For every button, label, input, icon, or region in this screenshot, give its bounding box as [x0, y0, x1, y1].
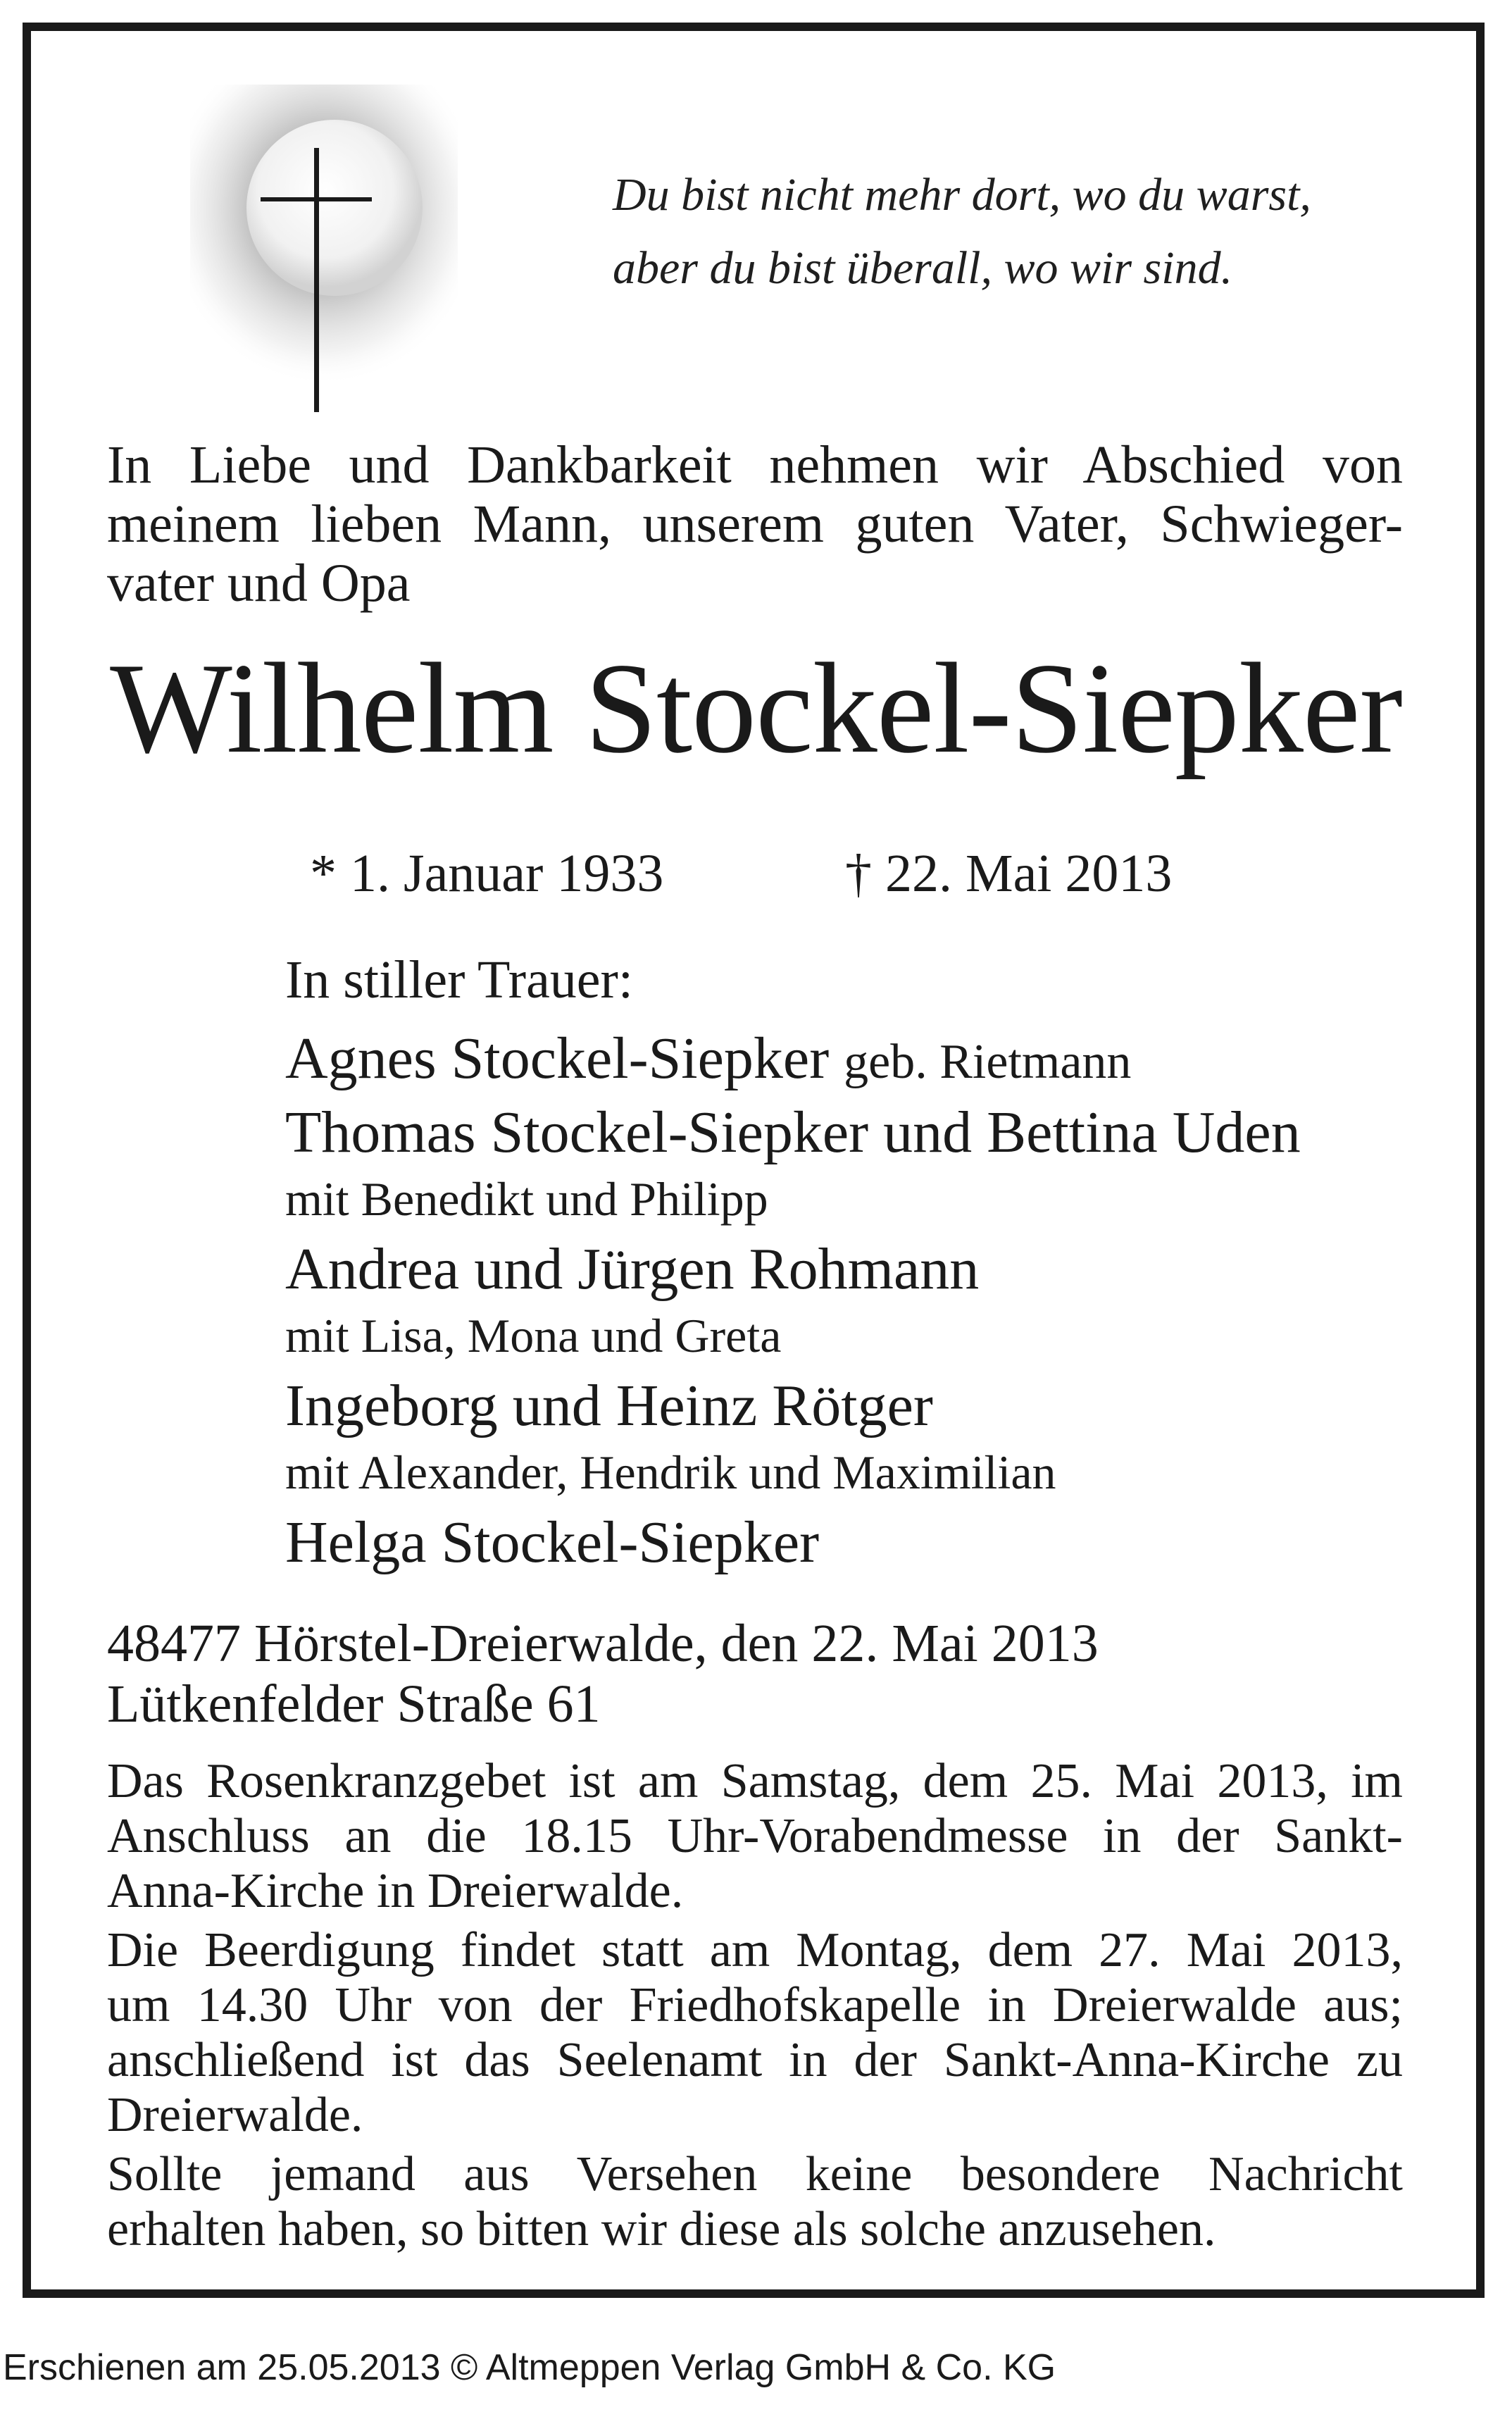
- mourner-children: mit Alexander, Hendrik und Maximilian: [285, 1446, 1056, 1499]
- publication-credit: Erschienen am 25.05.2013 © Altmeppen Verlag GmbH & Co. KG: [3, 2347, 1056, 2388]
- info-line: Anschluss an die 18.15 Uhr-Vorabendmesse in der Sankt-: [107, 1809, 1403, 1863]
- widow-maiden-name: geb. Rietmann: [844, 1035, 1132, 1089]
- funeral-paragraph: [107, 1923, 1403, 2143]
- rosary-paragraph: [107, 1754, 1403, 1919]
- death-date: † 22. Mai 2013: [845, 844, 1173, 903]
- mourner-family: Helga Stockel-Siepker: [285, 1510, 820, 1575]
- mourners-list: [285, 940, 1301, 1578]
- info-line: anschließend ist das Seelenamt in der Sankt-Anna-Kirche zu: [107, 2033, 1403, 2087]
- info-line: Anna-Kirche in Dreierwalde.: [107, 1864, 684, 1918]
- intro-line: meinem lieben Mann, unserem guten Vater, Schwieger-: [107, 495, 1403, 554]
- motto-line: aber du bist überall, wo wir sind.: [613, 242, 1233, 294]
- info-line: Sollte jemand aus Versehen keine besondere Nachricht: [107, 2147, 1403, 2201]
- mourners-heading: In stiller Trauer:: [285, 950, 633, 1009]
- mourner-children: mit Benedikt und Philipp: [285, 1172, 768, 1226]
- intro-line: In Liebe und Dankbarkeit nehmen wir Abschied von: [107, 435, 1403, 495]
- info-line: Das Rosenkranzgebet ist am Samstag, dem 25. Mai 2013, im: [107, 1754, 1403, 1808]
- mourner-children: mit Lisa, Mona und Greta: [285, 1309, 782, 1362]
- widow-name: Agnes Stockel-Siepker: [285, 1026, 830, 1091]
- deceased-name: Wilhelm Stockel-Siepker: [110, 636, 1402, 780]
- mourner-family: Ingeborg und Heinz Rötger: [285, 1373, 933, 1438]
- intro-text: [107, 435, 1403, 613]
- info-line: Dreierwalde.: [107, 2088, 363, 2142]
- info-line: Die Beerdigung findet statt am Montag, dem 27. Mai 2013,: [107, 1923, 1403, 1977]
- cross-with-moon-icon: [190, 85, 458, 416]
- info-line: um 14.30 Uhr von der Friedhofskapelle in Dreierwalde aus;: [107, 1978, 1403, 2032]
- birth-date: * 1. Januar 1933: [310, 844, 664, 903]
- notice-paragraph: [107, 2147, 1403, 2257]
- street-address: Lütkenfelder Straße 61: [107, 1674, 601, 1734]
- mourner-family: Andrea und Jürgen Rohmann: [285, 1236, 980, 1302]
- info-line: erhalten haben, so bitten wir diese als solche anzusehen.: [107, 2202, 1216, 2256]
- place-and-date: 48477 Hörstel-Dreierwalde, den 22. Mai 2013: [107, 1614, 1099, 1673]
- place-address: [107, 1613, 1099, 1734]
- mourner-family: Thomas Stockel-Siepker und Bettina Uden: [285, 1100, 1301, 1165]
- service-info: [107, 1754, 1403, 2261]
- mourner-widow: [285, 1024, 1301, 1098]
- motto-line: Du bist nicht mehr dort, wo du warst,: [613, 169, 1311, 220]
- motto-quote: [613, 158, 1311, 305]
- intro-line: vater und Opa: [107, 554, 411, 613]
